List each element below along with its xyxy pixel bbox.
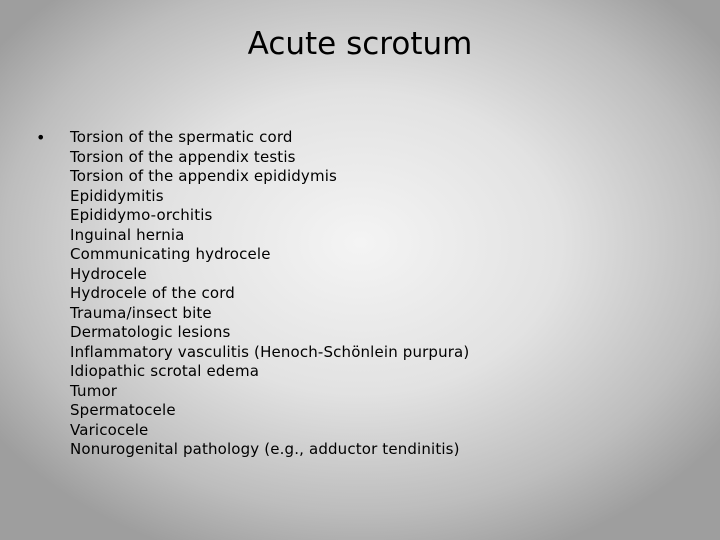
list-item: Torsion of the appendix epididymis — [70, 167, 338, 185]
list-item: Hydrocele of the cord — [70, 284, 235, 302]
list-item: Communicating hydrocele — [70, 245, 271, 263]
bullet-marker: • — [36, 128, 46, 147]
list-item: Epididymitis — [70, 186, 164, 205]
list-item: Spermatocele — [70, 401, 176, 419]
list-item: Varicocele — [70, 420, 149, 439]
slide-title: Acute scrotum — [247, 26, 473, 62]
list-item: Hydrocele — [70, 264, 147, 283]
bullet-list — [36, 128, 696, 460]
list-item: Torsion of the appendix testis — [70, 147, 296, 166]
list-item: Inguinal hernia — [70, 225, 185, 244]
list-item: Epididymo-orchitis — [70, 206, 213, 224]
list-item: Torsion of the spermatic cord — [70, 128, 293, 146]
list-item: Tumor — [70, 381, 118, 400]
list-item: Idiopathic scrotal edema — [70, 362, 260, 380]
list-item: Nonurogenital pathology (e.g., adductor tendinitis) — [70, 440, 460, 458]
list-item: Inflammatory vasculitis (Henoch-Schönlein purpura) — [70, 342, 470, 361]
list-item: Trauma/insect bite — [70, 303, 212, 322]
list-item: Dermatologic lesions — [70, 323, 231, 341]
slide-body — [36, 128, 696, 460]
